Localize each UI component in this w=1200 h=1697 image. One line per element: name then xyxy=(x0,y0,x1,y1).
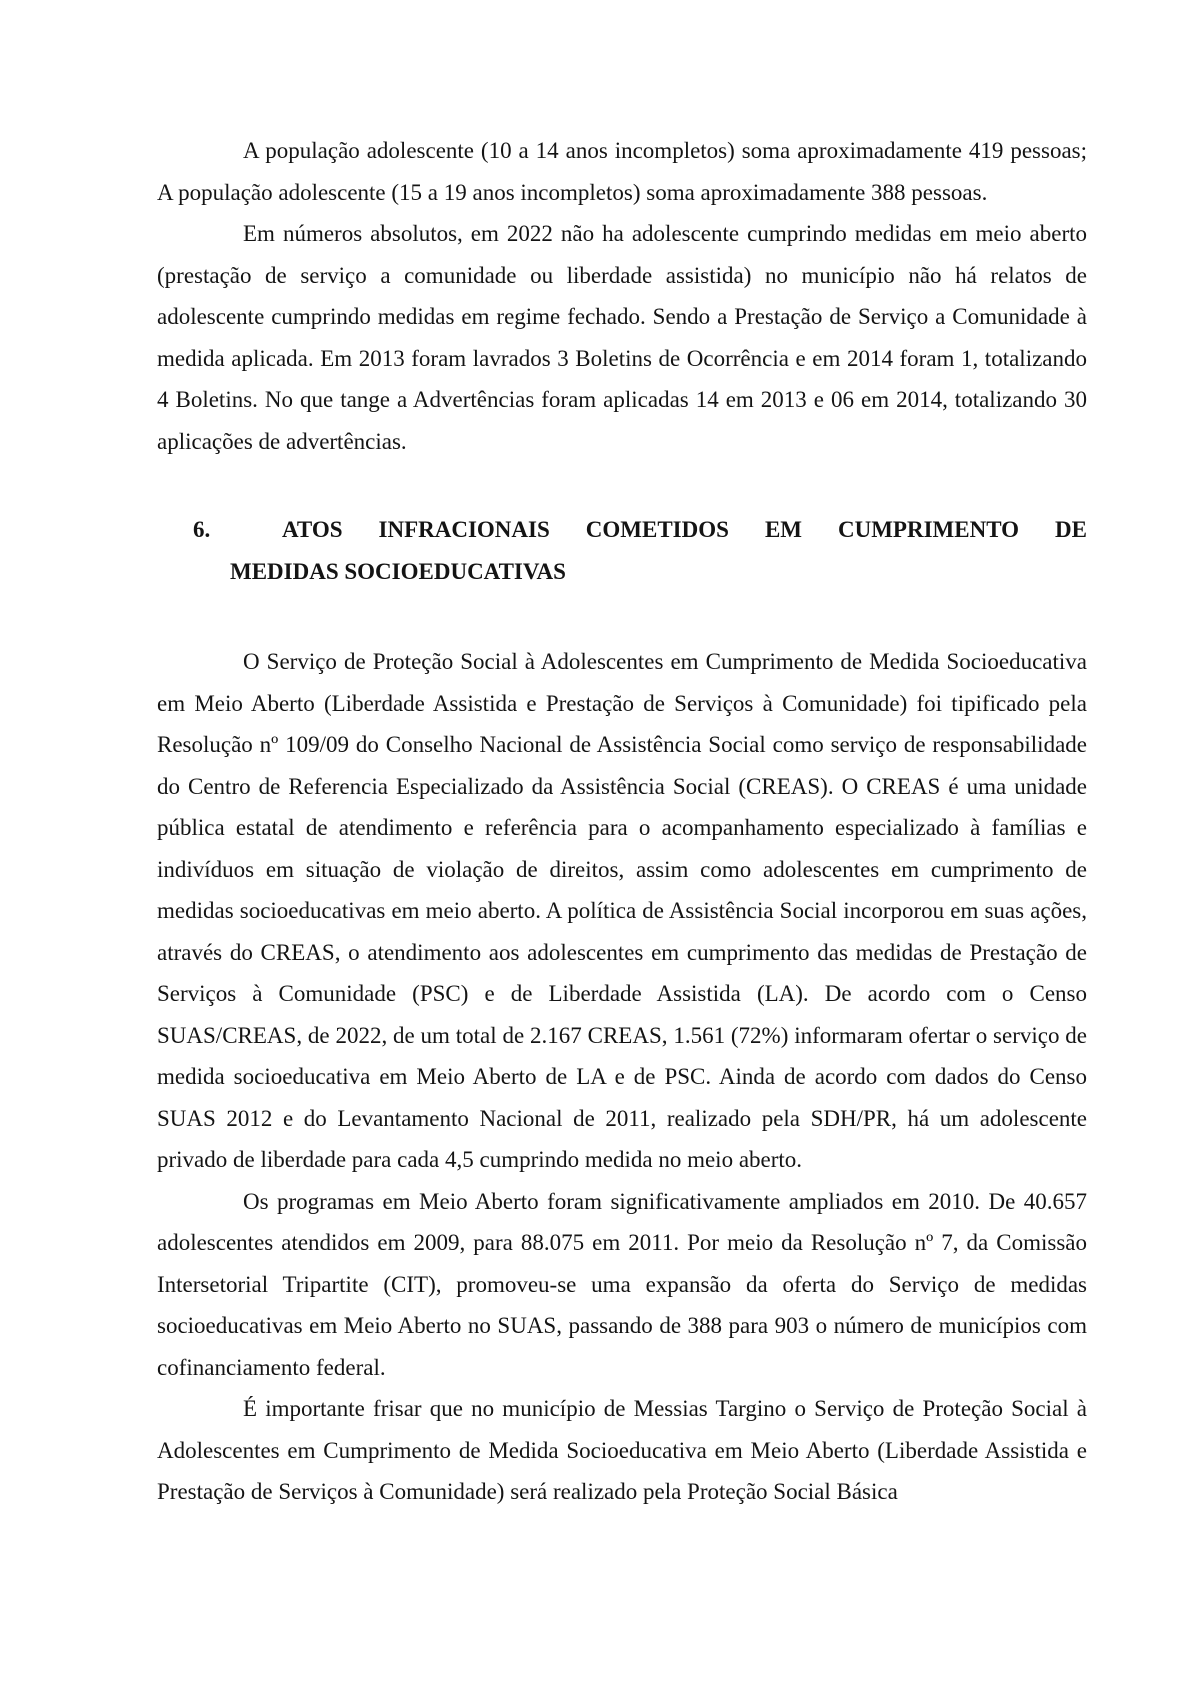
section-title-line2: MEDIDAS SOCIOEDUCATIVAS xyxy=(230,558,566,584)
section-number: 6. xyxy=(193,517,211,542)
paragraph-creas-service: O Serviço de Proteção Social à Adolescentes em Cumprimento de Medida Socioeducativa em Meio Aberto (Liberdade Assistida e Prestação de Serviços à Comunidade) foi tipificado pela Resolução nº 109/09 do Conselho Nacional de Assistência Social como serviço de responsabilidade do Centro de Referencia Especializado da Assistência Social (CREAS). O CREAS é uma unidade pública estatal de atendimento e referência para o acompanhamento especializado à famílias e indivíduos em situação de violação de direitos, assim como adolescentes em cumprimento de medidas socioeducativas em meio aberto. A política de Assistência Social incorporou em suas ações, através do CREAS, o atendimento aos adolescentes em cumprimento das medidas de Prestação de Serviços à Comunidade (PSC) e de Liberdade Assistida (LA). De acordo com o Censo SUAS/CREAS, de 2022, de um total de 2.167 CREAS, 1.561 (72%) informaram ofertar o serviço de medida socioeducativa em Meio Aberto de LA e de PSC. Ainda de acordo com dados do Censo SUAS 2012 e do Levantamento Nacional de 2011, realizado pela SDH/PR, há um adolescente privado de liberdade para cada 4,5 cumprindo medida no meio aberto. xyxy=(157,649,1087,1172)
paragraph-absolute-numbers: Em números absolutos, em 2022 não ha adolescente cumprindo medidas em meio aberto (prestação de serviço a comunidade ou liberdade assistida) no município não há relatos de adolescente cumprindo medidas em regime fechado. Sendo a Prestação de Serviço a Comunidade à medida aplicada. Em 2013 foram lavrados 3 Boletins de Ocorrência e em 2014 foram 1, totalizando 4 Boletins. No que tange a Advertências foram aplicadas 14 em 2013 e 06 em 2014, totalizando 30 aplicações de advertências. xyxy=(157,221,1087,454)
paragraph-adolescent-population: A população adolescente (10 a 14 anos incompletos) soma aproximadamente 419 pessoas; A população adolescente (15 a 19 anos incompletos) soma aproximadamente 388 pessoas. xyxy=(157,138,1087,205)
section-title-line1: ATOS INFRACIONAIS COMETIDOS EM CUMPRIMENTO DE xyxy=(282,517,1087,542)
section-heading-line1 xyxy=(193,509,1087,551)
paragraph-messias-targino: É importante frisar que no município de Messias Targino o Serviço de Proteção Social à Adolescentes em Cumprimento de Medida Socioeducativa em Meio Aberto (Liberdade Assistida e Prestação de Serviços à Comunidade) será realizado pela Proteção Social Básica xyxy=(157,1396,1087,1504)
section-heading xyxy=(157,509,1087,592)
page-content xyxy=(157,130,1087,1513)
paragraph-meio-aberto-programs: Os programas em Meio Aberto foram significativamente ampliados em 2010. De 40.657 adolescentes atendidos em 2009, para 88.075 em 2011. Por meio da Resolução nº 7, da Comissão Intersetorial Tripartite (CIT), promoveu-se uma expansão da oferta do Serviço de medidas socioeducativas em Meio Aberto no SUAS, passando de 388 para 903 o número de municípios com cofinanciamento federal. xyxy=(157,1188,1087,1380)
